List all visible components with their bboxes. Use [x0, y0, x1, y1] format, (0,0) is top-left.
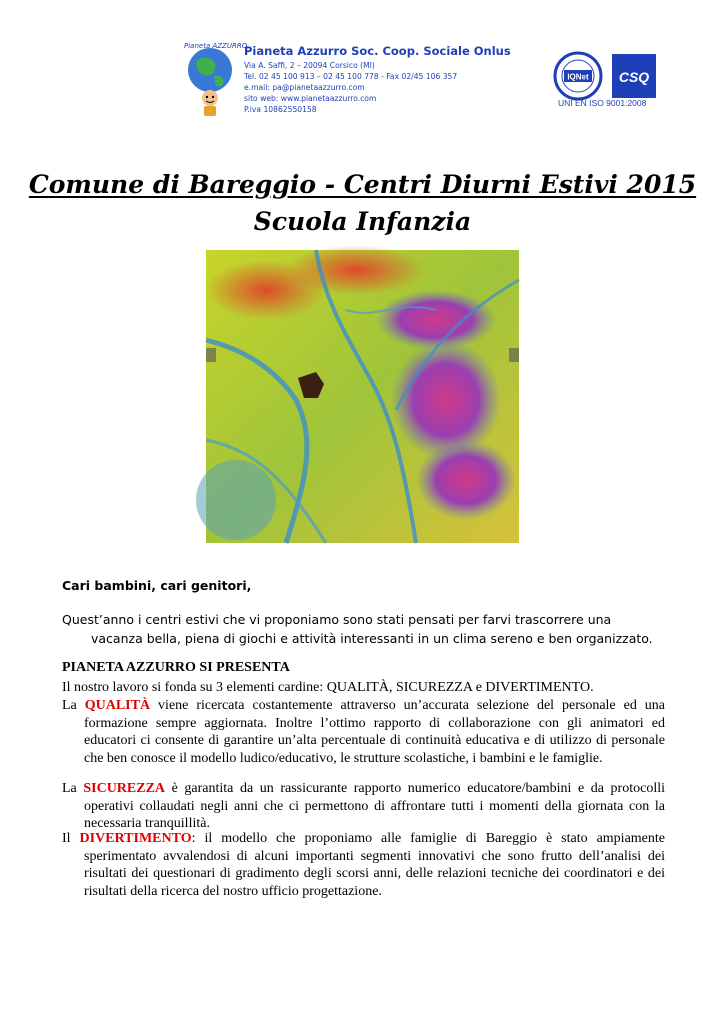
svg-text:IQNet: IQNet [567, 72, 589, 82]
organization-info [244, 44, 511, 115]
document-title: Comune di Bareggio - Centri Diurni Estivi 2015 [28, 170, 697, 199]
quality-text: viene ricercata costantemente attraverso un’accurata selezione del personale ed una formazione sempre aggiornata. Inoltre l’ottimo rapporto di collaborazione con gli animatori ed educatori ci consente di garantire un’alta percentuale di continuità educativa e di utilizzo di personale che ben conosce il modello ludico/educativo, le strutture scolastiche, i bambini e le famiglie. [84, 698, 665, 766]
quality-keyword: QUALITÀ [84, 698, 151, 713]
fun-text: : il modello che proponiamo alle famiglie di Bareggio è stato ampiamente sperimentato avvalendosi di alcuni importanti segmenti innovativi che sono frutto dell’analisi dei risultati dei questionari di gradimento degli scorsi anni, delle relazioni tecniche dei coordinatori e dei risultati della ricerca del nostro ufficio progettazione. [84, 831, 665, 899]
globe-mascot-logo [180, 40, 248, 120]
letterhead [180, 38, 680, 128]
org-website: sito web: www.pianetaazzurro.com [244, 94, 377, 103]
satellite-image [206, 250, 519, 543]
section-heading: PIANETA AZZURRO SI PRESENTA [62, 660, 290, 675]
document-subtitle: Scuola Infanzia [253, 207, 472, 236]
fun-keyword: DIVERTIMENTO [79, 831, 192, 846]
quality-prefix: La [62, 698, 85, 713]
safety-keyword: SICUREZZA [83, 781, 166, 796]
safety-prefix: La [62, 781, 84, 796]
greeting: Cari bambini, cari genitori, [62, 578, 252, 593]
quality-paragraph [62, 697, 665, 767]
svg-text:Pianeta AZZURRO: Pianeta AZZURRO [184, 42, 248, 50]
org-name: Pianeta Azzurro Soc. Coop. Sociale Onlus [244, 44, 511, 58]
safety-text: è garantita da un rassicurante rapporto numerico educatore/bambini e da protocolli operativi collaudati negli anni che ci permettono di affrontare tutti i momenti della giornata con la necessaria tranquillità. [84, 781, 665, 832]
svg-text:CSQ: CSQ [618, 69, 650, 85]
section-lead: Il nostro lavoro si fonda su 3 elementi cardine: QUALITÀ, SICUREZZA e DIVERTIMENTO. [62, 680, 594, 695]
intro-paragraph: Quest’anno i centri estivi che vi proponiamo sono stati pensati per farvi trascorrere una vacanza bella, piena di giochi e attività interessanti in un clima sereno e ben organizzato. [62, 612, 653, 646]
fun-paragraph [62, 830, 665, 900]
org-address: Via A. Saffi, 2 – 20094 Corsico (MI) [244, 61, 375, 70]
org-email: e.mail: pa@pianetaazzurro.com [244, 83, 365, 92]
org-phone: Tel. 02 45 100 913 – 02 45 100 778 - Fax 02/45 106 357 [244, 72, 458, 81]
org-vat: P.iva 10862550158 [244, 105, 317, 114]
certification-label: UNI EN ISO 9001:2008 [558, 98, 647, 108]
safety-paragraph [62, 780, 665, 833]
fun-prefix: Il [62, 831, 80, 846]
